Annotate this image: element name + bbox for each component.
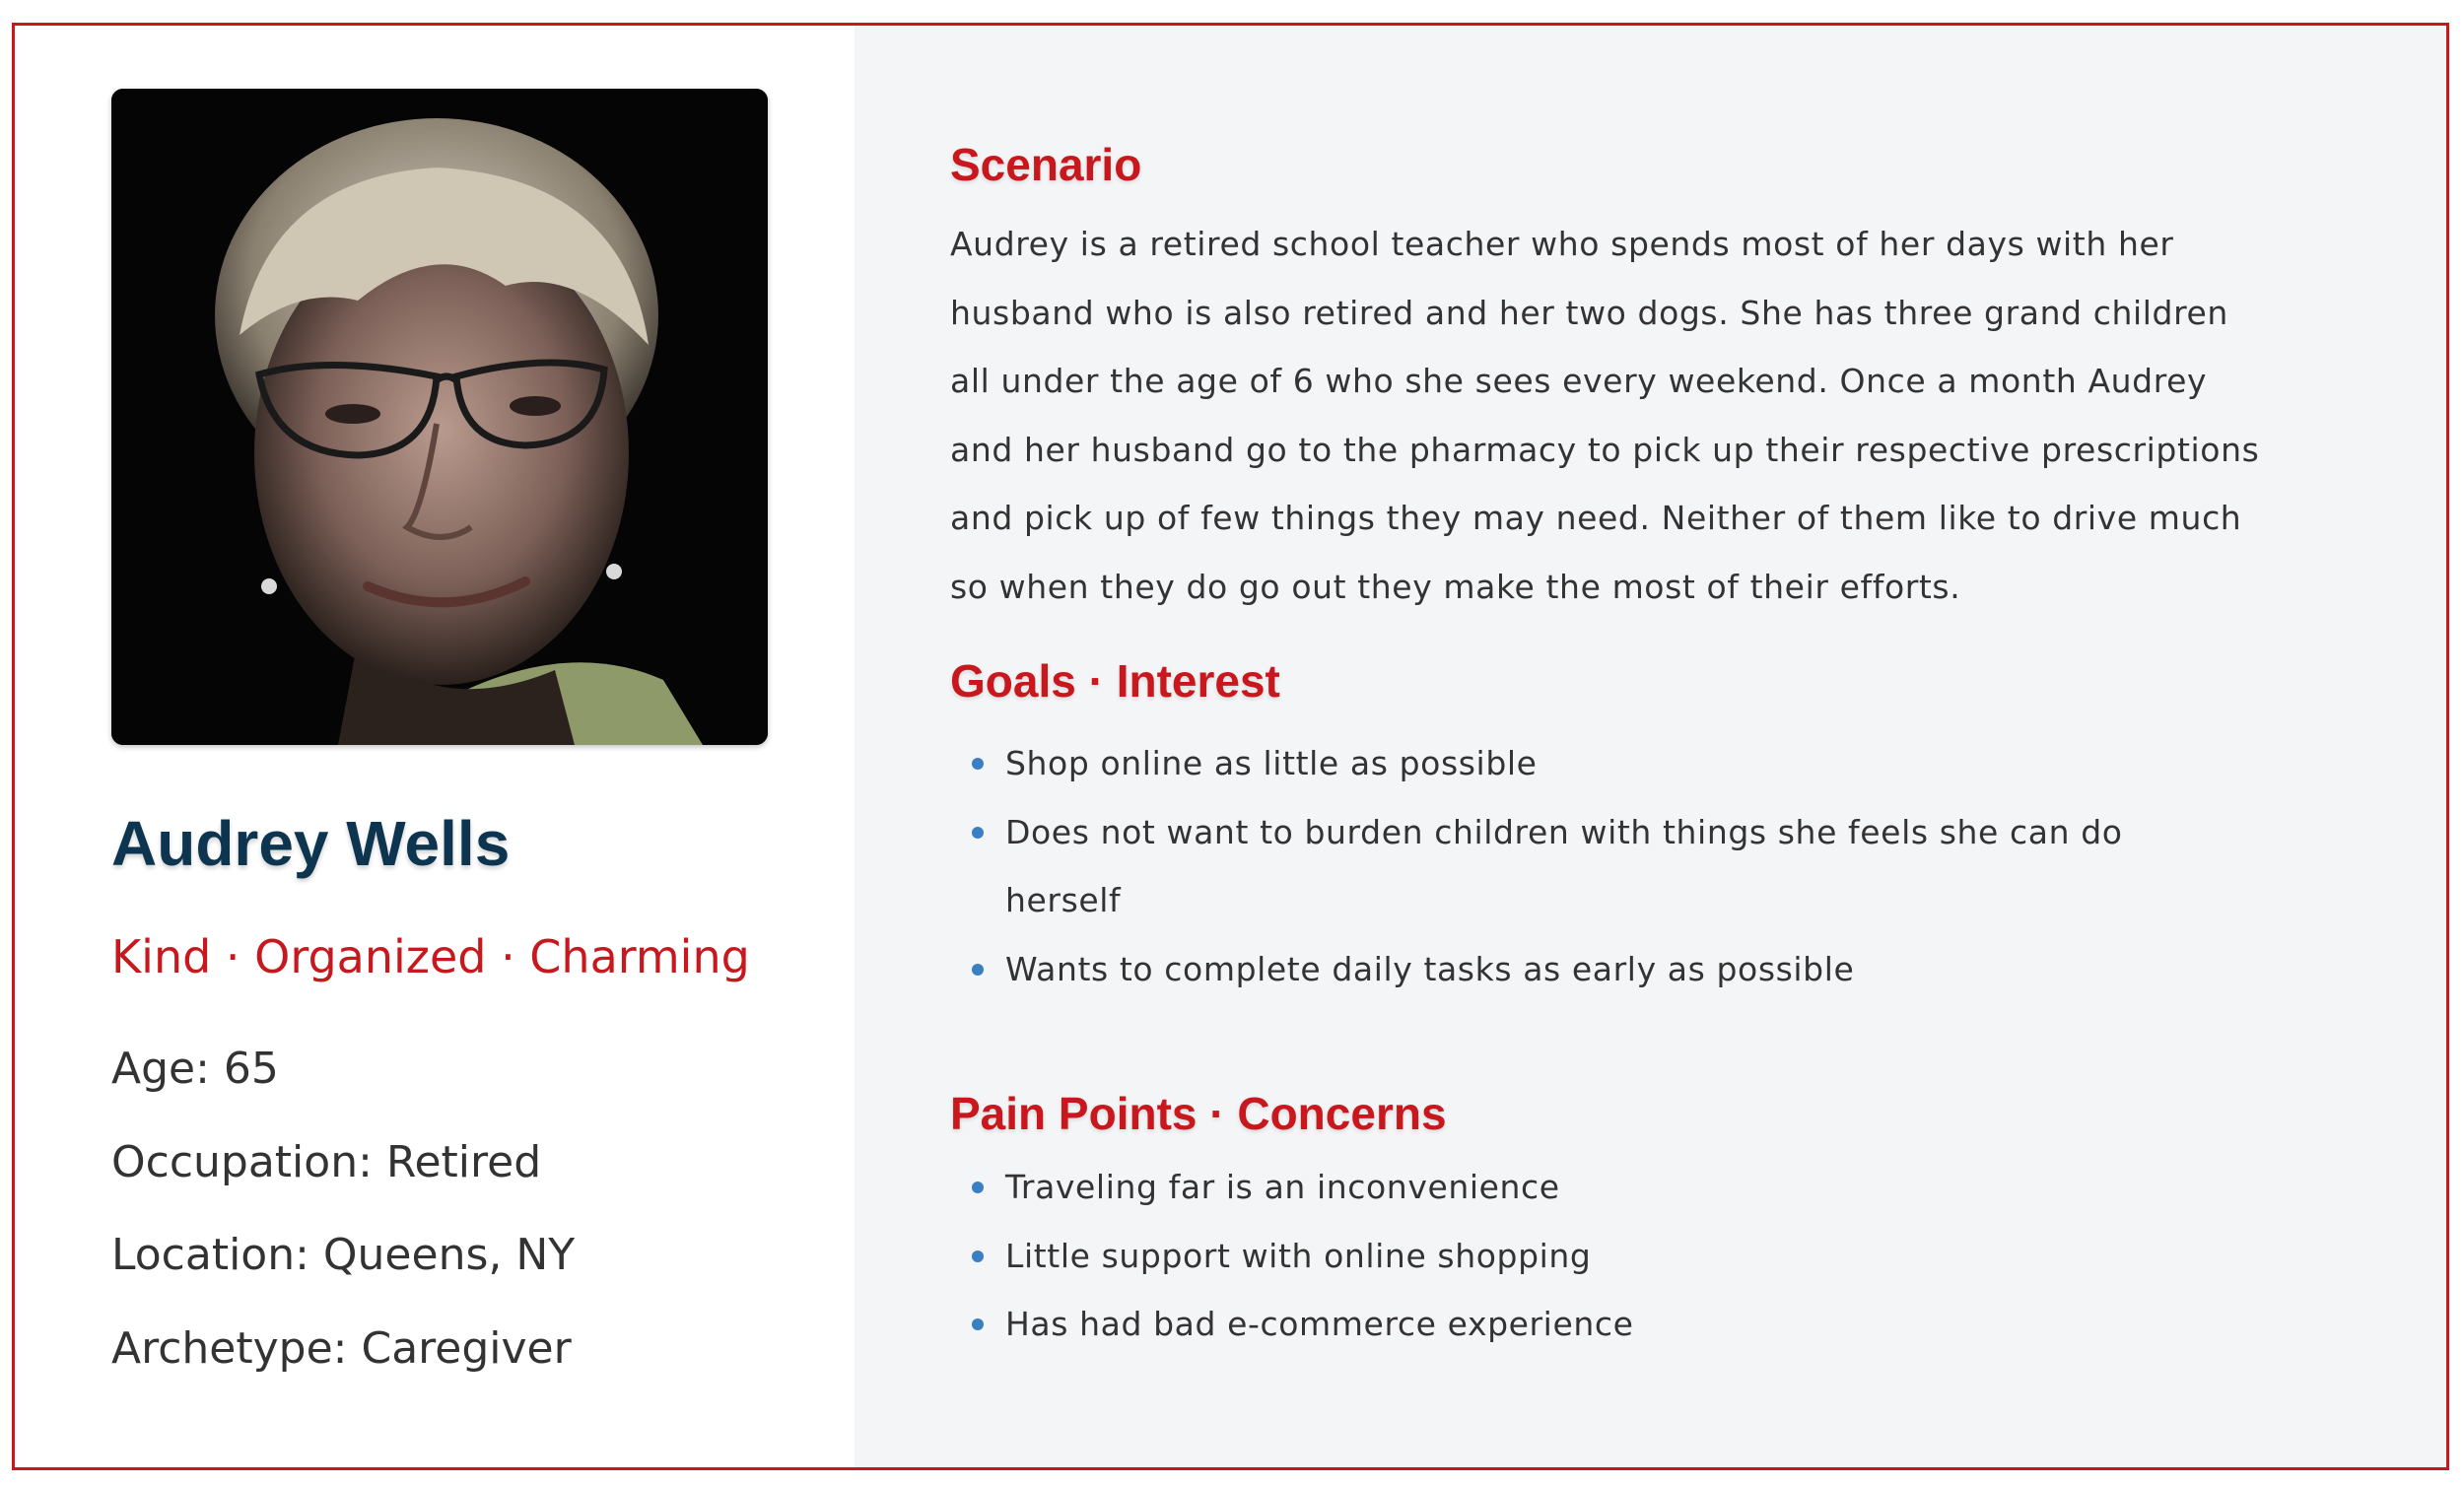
persona-location: Location: Queens, NY [111, 1230, 576, 1280]
pain-text: Has had bad e-commerce experience [1005, 1305, 1634, 1344]
persona-traits: Kind · Organized · Charming [111, 930, 750, 983]
list-item [950, 1290, 2231, 1359]
bullet-icon [972, 827, 984, 839]
persona-age: Age: 65 [111, 1044, 279, 1094]
portrait-icon [111, 89, 768, 745]
bullet-icon [972, 1318, 984, 1330]
list-item [950, 729, 2231, 798]
goal-text: Does not want to burden children with things she feels she can do herself [1005, 812, 2123, 920]
goal-text: Wants to complete daily tasks as early as possible [1005, 949, 1855, 988]
goals-heading: Goals · Interest [950, 655, 1280, 707]
list-item [950, 798, 2231, 935]
pain-points-heading: Pain Points · Concerns [950, 1088, 1447, 1139]
bullet-icon [972, 964, 984, 976]
pain-text: Traveling far is an inconvenience [1005, 1168, 1560, 1206]
bullet-icon [972, 1250, 984, 1262]
pain-text: Little support with online shopping [1005, 1236, 1592, 1275]
persona-archetype: Archetype: Caregiver [111, 1323, 572, 1374]
persona-card [12, 23, 2449, 1470]
bullet-icon [972, 758, 984, 770]
list-item [950, 1153, 2231, 1222]
bullet-icon [972, 1182, 984, 1193]
scenario-text: Audrey is a retired school teacher who spends most of her days with her husband who is also retired and her two dogs. She has three grand children all under the age of 6 who she sees every weekend. Once a month Audrey and her husband go to the pharmacy to pick up their respective prescriptions and pick up of few things they may need. Neither of them like to drive much so when they do go out they make the most of their efforts. [950, 225, 2260, 606]
persona-name: Audrey Wells [111, 808, 511, 879]
persona-photo [111, 89, 768, 745]
scenario-heading: Scenario [950, 139, 1142, 190]
persona-occupation: Occupation: Retired [111, 1137, 542, 1187]
goal-text: Shop online as little as possible [1005, 744, 1538, 782]
list-item [950, 935, 2231, 1004]
goals-list [950, 729, 2231, 1003]
list-item [950, 1222, 2231, 1291]
pain-points-list [950, 1153, 2231, 1359]
